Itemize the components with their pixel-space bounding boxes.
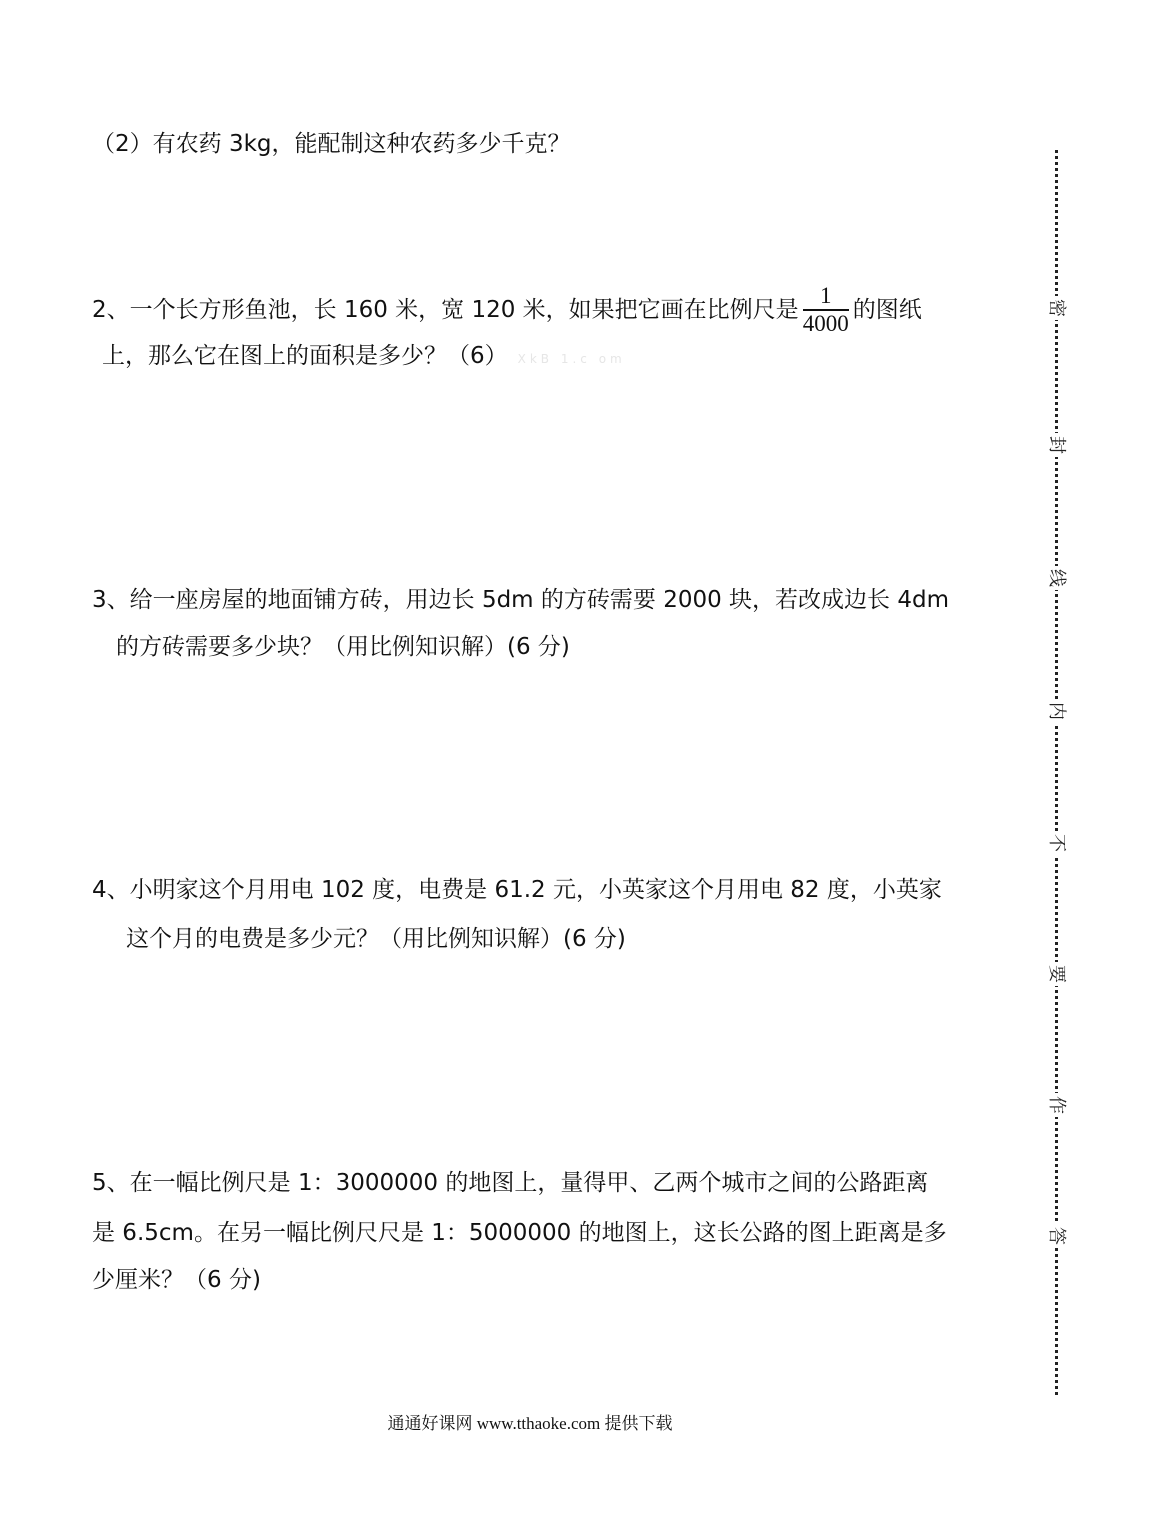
question-3-line-1: 3、给一座房屋的地面铺方砖，用边长 5dm 的方砖需要 2000 块，若改成边长 4dm	[92, 587, 949, 613]
seal-dotted-line	[1055, 150, 1058, 1395]
question-4-line-2: 这个月的电费是多少元？（用比例知识解）(6 分)	[126, 926, 626, 952]
seal-char-4: 内	[1044, 699, 1068, 723]
question-2-line-1	[92, 283, 922, 338]
question-5-line-3: 少厘米？（6 分)	[92, 1267, 261, 1293]
question-3-line-2: 的方砖需要多少块？（用比例知识解）(6 分)	[116, 634, 570, 660]
watermark: XkB 1.c om	[517, 352, 626, 366]
seal-char-5: 不	[1044, 831, 1068, 855]
question-5-line-2: 是 6.5cm。在另一幅比例尺尺是 1：5000000 的地图上，这长公路的图上距离是多	[92, 1220, 947, 1246]
seal-char-8: 答	[1044, 1224, 1068, 1248]
seal-char-2: 封	[1044, 433, 1068, 457]
question-4-line-1: 4、小明家这个月用电 102 度，电费是 61.2 元，小英家这个月用电 82 度，小英家	[92, 877, 942, 903]
footer-source: 通通好课网 www.tthaoke.com 提供下载	[387, 1414, 673, 1433]
fraction-numerator: 1	[803, 283, 849, 311]
seal-char-1: 密	[1044, 296, 1068, 320]
fraction-denominator: 4000	[802, 311, 849, 337]
question-2-line-2	[102, 343, 626, 371]
question-2-line-2-text: 上，那么它在图上的面积是多少？（6）	[102, 343, 508, 369]
seal-char-6: 要	[1044, 962, 1068, 986]
question-2-text-after-fraction: 的图纸	[852, 296, 922, 323]
question-1-part-2: （2）有农药 3kg，能配制这种农药多少千克？	[92, 131, 571, 157]
seal-char-3: 线	[1044, 566, 1068, 590]
question-5-line-1: 5、在一幅比例尺是 1：3000000 的地图上，量得甲、乙两个城市之间的公路距离	[92, 1170, 929, 1196]
question-2-text-before-fraction: 2、一个长方形鱼池，长 160 米，宽 120 米，如果把它画在比例尺是	[92, 296, 799, 323]
scale-fraction	[803, 283, 849, 338]
seal-char-7: 作	[1044, 1093, 1068, 1117]
